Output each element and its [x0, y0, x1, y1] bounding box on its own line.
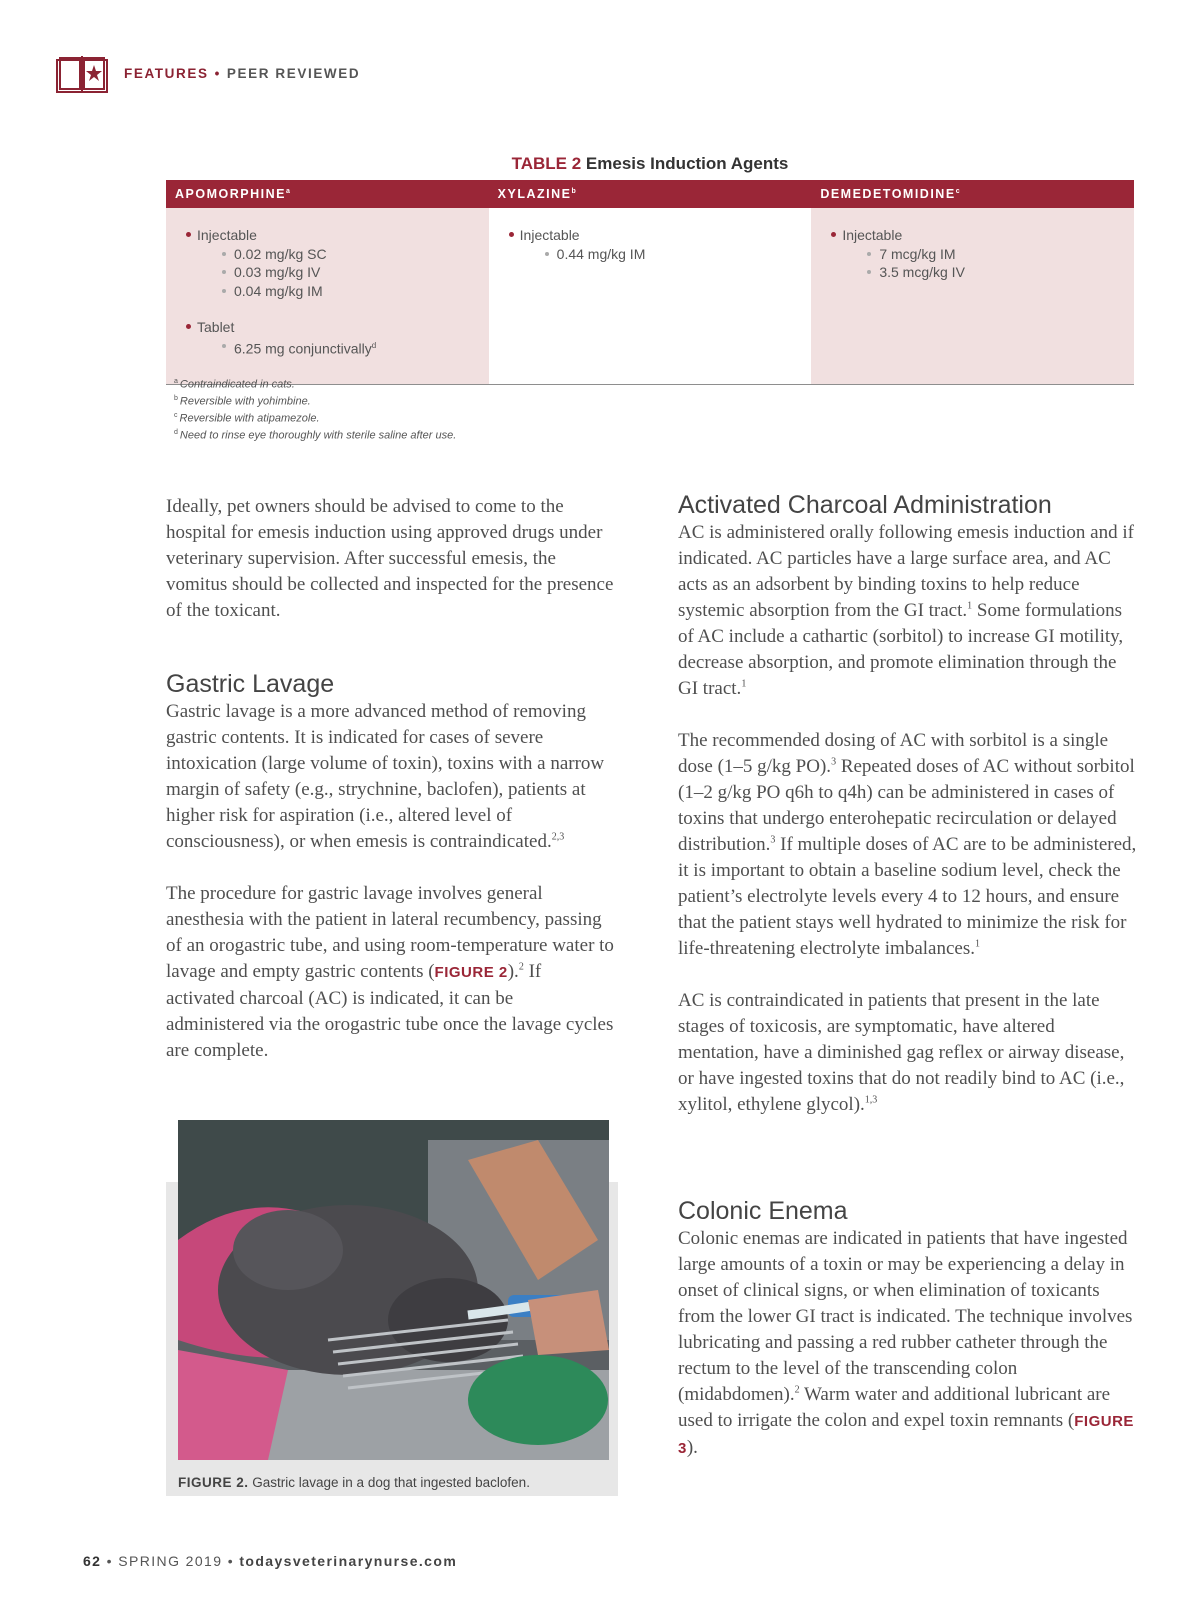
page-footer [83, 1553, 457, 1569]
section-label: FEATURES [124, 66, 209, 81]
cell-xylazine [489, 208, 812, 385]
figure-caption-text: Gastric lavage in a dog that ingested baclofen. [248, 1475, 530, 1490]
issue-label: SPRING 2019 [118, 1553, 223, 1569]
left-column [166, 494, 614, 624]
gastric-lavage-section [166, 669, 614, 1064]
dose-item: 0.02 mg/kg SC [222, 245, 489, 264]
col-demedetomidine: DEMEDETOMIDINE$^c$ [811, 180, 1134, 208]
ac-paragraph-2: The recommended dosing of AC with sorbitol is a single dose (1–5 g/kg PO).$^3$ Repeated doses of AC without sorbitol (1–2 g/kg PO q6h to q4h) can be administered in cases of toxins that undergo enterohepatic recirculation or delayed distribution.$^3$ If multiple doses of AC are to be administered, it is important to obtain a baseline sodium level, check the patient’s electrolyte levels every 4 to 12 hours, and ensure that the patient stays well hydrated to minimize the risk for life-threatening electrolyte imbalances.$^1$ [678, 730, 1137, 959]
lavage-paragraph-1: Gastric lavage is a more advanced method of removing gastric contents. It is indicated for cases of severe intoxication (large volume of toxin), toxins with a narrow margin of safety (e.g., strychnine, baclofen), patients at higher risk for aspiration (i.e., altered level of consciousness), or when emesis is contraindicated.$^{2,3}$ [166, 701, 605, 852]
page-number: 62 [83, 1553, 102, 1569]
list-item: Injectable 0.02 mg/kg SC 0.03 mg/kg IV 0.04 mg/kg IM [186, 226, 489, 300]
col-xylazine: XYLAZINE$^b$ [489, 180, 812, 208]
footnote: $^b$ Reversible with yohimbine. [174, 394, 311, 408]
list-item: Injectable 0.44 mg/kg IM [509, 226, 812, 263]
dose-item: 0.44 mg/kg IM [545, 245, 812, 264]
dose-item: 7 mcg/kg IM [867, 245, 1134, 264]
book-star-icon [56, 52, 108, 94]
dose-item: 0.03 mg/kg IV [222, 263, 489, 282]
agents-table [166, 180, 1134, 385]
list-item: Injectable 7 mcg/kg IM 3.5 mcg/kg IV [831, 226, 1134, 282]
section-separator: • [214, 66, 221, 81]
table-title-text: Emesis Induction Agents [585, 154, 789, 173]
footer-separator: • [106, 1553, 113, 1569]
figure-2-link[interactable]: FIGURE 2 [434, 964, 508, 981]
colonic-enema-section [678, 1196, 1138, 1462]
col-apomorphine: APOMORPHINE$^a$ [166, 180, 489, 208]
footnote: $^d$ Need to rinse eye thoroughly with sterile saline after use. [174, 428, 457, 442]
lavage-paragraph-2: The procedure for gastric lavage involves general anesthesia with the patient in lateral recumbency, passing of an orogastric tube, and using room-temperature water to lavage and empty gastric contents (FIGURE 2).$^2$ If activated charcoal (AC) is indicated, it can be administered via the orogastric tube once the lavage cycles are complete. [166, 883, 614, 1061]
colonic-enema-heading: Colonic Enema [678, 1197, 848, 1225]
footnote: $^a$ Contraindicated in cats. [174, 378, 295, 391]
table-label: TABLE 2 [511, 154, 582, 173]
table-footnotes [174, 375, 456, 442]
ac-paragraph-3: AC is contraindicated in patients that present in the late stages of toxicosis, are symptomatic, have altered mentation, have a diminished gag reflex or airway disease, or have ingested toxins that do not readily bind to AC (i.e., xylitol, ethylene glycol).$^{1,3}$ [678, 990, 1125, 1115]
enema-paragraph: Colonic enemas are indicated in patients that have ingested large amounts of a toxin or may be experiencing a delay in onset of clinical signs, or when elimination of toxicants from the lower GI tract is indicated. The technique involves lubricating and passing a red rubber catheter through the rectum to the level of the transcending colon (midabdomen).$^2$ Warm water and additional lubricant are used to irrigate the colon and expel toxin remnants (FIGURE 3). [678, 1228, 1134, 1458]
cell-apomorphine [166, 208, 489, 385]
dose-item: 3.5 mcg/kg IV [867, 263, 1134, 282]
cell-demedetomidine [811, 208, 1134, 385]
footnote: $^c$ Reversible with atipamezole. [174, 411, 320, 425]
subsection-label: PEER REVIEWED [226, 66, 361, 81]
figure-caption [178, 1475, 530, 1490]
table-title [166, 154, 1134, 174]
gastric-lavage-heading: Gastric Lavage [166, 670, 335, 698]
figure-3-link[interactable]: FIGURE 3 [678, 1413, 1134, 1457]
footer-separator: • [227, 1553, 235, 1569]
section-tag [124, 66, 360, 81]
website-link[interactable]: todaysveterinarynurse.com [239, 1553, 458, 1569]
dose-item: 0.04 mg/kg IM [222, 282, 489, 301]
figure-2-photo [178, 1120, 609, 1460]
dose-item: 6.25 mg conjunctivally$^d$ [222, 337, 489, 358]
ac-paragraph-1: AC is administered orally following emesis induction and if indicated. AC particles have a large surface area, and AC acts as an adsorbent by binding toxins to help reduce systemic absorption from the GI tract.$^1$ Some formulations of AC include a cathartic (sorbitol) to increase GI motility, decrease absorption, and promote elimination through the GI tract.$^1$ [678, 522, 1134, 699]
list-item: Tablet 6.25 mg conjunctivally$^d$ [186, 318, 489, 358]
activated-charcoal-section [678, 490, 1138, 1118]
intro-paragraph: Ideally, pet owners should be advised to come to the hospital for emesis induction using approved drugs under veterinary supervision. After successful emesis, the vomitus should be collected and inspected for the presence of the toxicant. [166, 496, 614, 621]
figure-label: FIGURE 2. [178, 1475, 249, 1490]
activated-charcoal-heading: Activated Charcoal Administration [678, 491, 1052, 519]
